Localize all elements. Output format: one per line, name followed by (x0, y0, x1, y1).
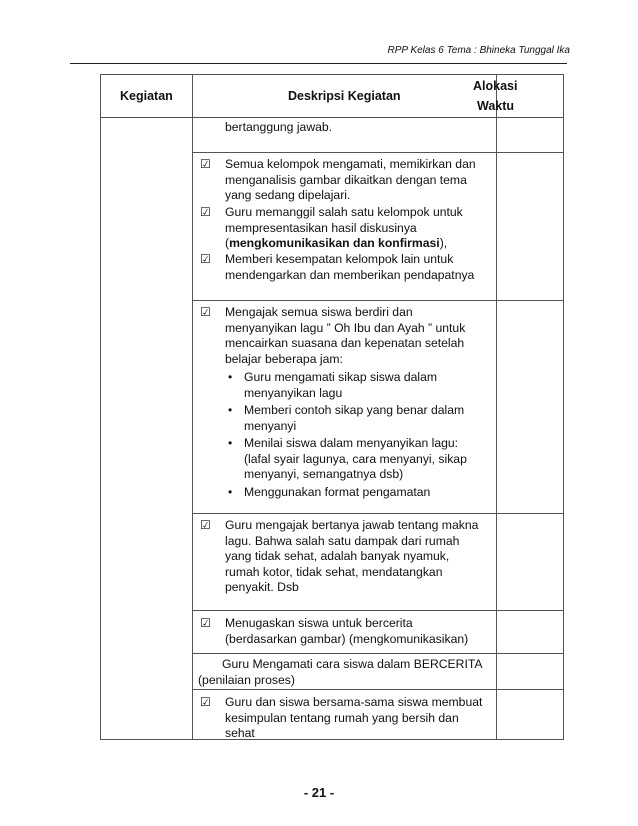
row-divider (192, 653, 563, 654)
row-divider (192, 300, 563, 301)
g4-item1: Menugaskan siswa untuk bercerita (berdasarkan gambar) (mengkomunikasikan) (225, 616, 469, 646)
g6-item1: Guru dan siswa bersama-sama siswa membuat kesimpulan tentang rumah yang bersih dan sehat (225, 695, 483, 741)
page-number: - 21 - (303, 785, 335, 800)
g5-text: Guru Mengamati cara siswa dalam BERCERITA (penilaian proses) (198, 657, 483, 687)
bullet-icon: • (228, 403, 233, 417)
row-divider (192, 610, 563, 611)
g2-bullet: Guru mengamati sikap siswa dalam menyanyikan lagu (244, 370, 438, 400)
header-alokasi: Alokasi (473, 79, 518, 93)
checkbox-icon: ☑ (200, 305, 211, 319)
header-row-divider (101, 117, 563, 118)
checkbox-icon: ☑ (200, 252, 211, 266)
header-rule (70, 63, 567, 64)
g1-item3: Memberi kesempatan kelompok lain untuk mendengarkan dan memberikan pendapatnya (225, 252, 475, 282)
row-divider (192, 513, 563, 514)
header-waktu: Waktu (477, 99, 515, 113)
continued-text: bertanggung jawab. (225, 120, 333, 134)
checkbox-icon: ☑ (200, 695, 211, 709)
checkbox-icon: ☑ (200, 157, 211, 171)
checkbox-icon: ☑ (200, 616, 211, 630)
bullet-icon: • (228, 370, 233, 384)
bullet-icon: • (228, 485, 233, 499)
g2-bullet: Menggunakan format pengamatan (244, 485, 431, 499)
g2-bullet: Memberi contoh sikap yang benar dalam menyanyi (244, 403, 465, 433)
row-divider (192, 152, 563, 153)
bullet-icon: • (228, 436, 233, 450)
checkbox-icon: ☑ (200, 205, 211, 219)
running-header: RPP Kelas 6 Tema : Bhineka Tunggal Ika (387, 45, 570, 56)
column-divider (192, 75, 193, 739)
g1-item1: Semua kelompok mengamati, memikirkan dan menganalisis gambar dikaitkan dengan tema yang sedang dipelajari. (225, 157, 476, 203)
g1-item2: Guru memanggil salah satu kelompok untuk mempresentasikan hasil diskusinya (mengkomunikasikan dan konfirmasi), (225, 205, 463, 251)
header-kegiatan: Kegiatan (120, 89, 173, 103)
column-divider (496, 75, 497, 739)
header-deskripsi: Deskripsi Kegiatan (288, 89, 401, 103)
activity-table (100, 74, 564, 740)
g3-item1: Guru mengajak bertanya jawab tentang makna lagu. Bahwa salah satu dampak dari rumah yang tidak sehat, adalah banyak nyamuk, rumah kotor, tidak sehat, mendatangkan penyakit. Dsb (225, 518, 479, 595)
checkbox-icon: ☑ (200, 518, 211, 532)
g2-item1: Mengajak semua siswa berdiri dan menyanyikan lagu ” Oh Ibu dan Ayah ” untuk mencairkan suasana dan kepenatan setelah belajar beberapa jam: (225, 305, 466, 366)
row-divider (192, 689, 563, 690)
g2-bullet: Menilai siswa dalam menyanyikan lagu: (lafal syair lagunya, cara menyanyi, sikap menyanyi, semangatnya dsb) (244, 436, 467, 482)
